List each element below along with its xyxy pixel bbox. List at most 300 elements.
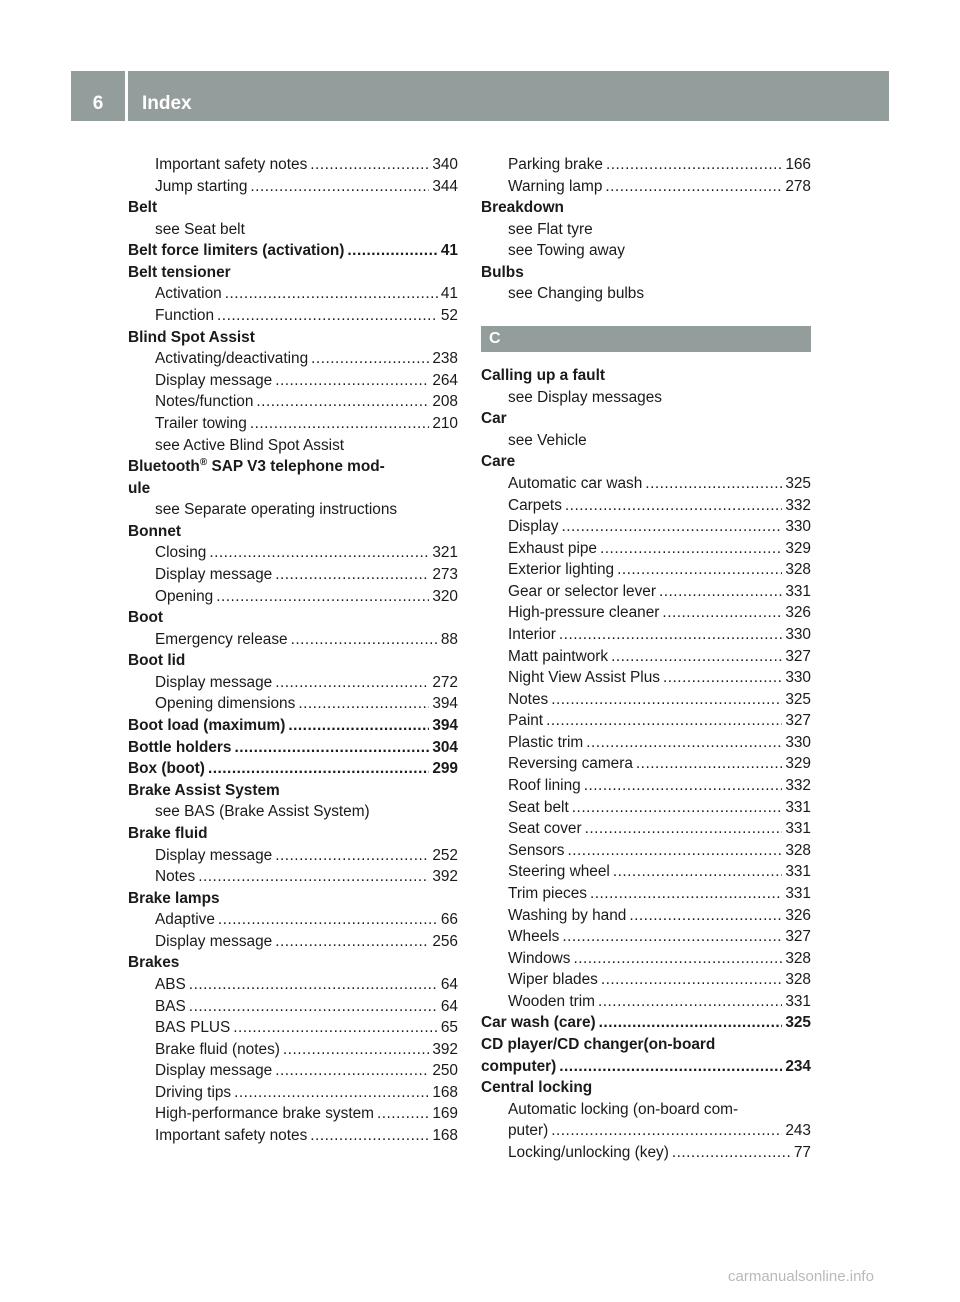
page-ref: 332 <box>785 777 811 795</box>
entry-text-rest: SAP V3 telephone mod- <box>207 458 385 476</box>
index-entry <box>128 240 458 262</box>
leader-dots <box>600 538 782 560</box>
leader-dots <box>209 542 429 564</box>
entry-text: Plastic trim <box>508 733 584 751</box>
index-entry <box>481 408 811 430</box>
entry-text: Boot lid <box>128 652 186 670</box>
entry-text: see Seat belt <box>155 220 245 238</box>
index-subentry <box>128 283 458 305</box>
section-title: Index <box>142 93 192 114</box>
entry-text: Display message <box>155 1062 273 1080</box>
page-ref: 326 <box>785 906 811 924</box>
entry-text: Display message <box>155 673 273 691</box>
index-subentry <box>481 646 811 668</box>
leader-dots <box>562 926 782 948</box>
entry-text: Car wash (care) <box>481 1014 596 1032</box>
leader-dots <box>291 629 438 651</box>
index-subentry <box>128 176 458 198</box>
header-divider <box>125 71 128 121</box>
entry-text: Central locking <box>481 1079 593 1097</box>
index-subentry <box>481 240 811 262</box>
entry-text: Jump starting <box>155 177 248 195</box>
page-ref: 392 <box>432 868 458 886</box>
entry-text: Function <box>155 307 215 325</box>
entry-text: Care <box>481 453 516 471</box>
index-entry <box>128 715 458 737</box>
leader-dots <box>208 758 429 780</box>
leader-dots <box>606 154 782 176</box>
index-subentry <box>481 1142 811 1164</box>
entry-text: Interior <box>508 625 556 643</box>
leader-dots <box>256 391 429 413</box>
index-subentry <box>128 348 458 370</box>
index-subentry <box>128 154 458 176</box>
leader-dots <box>617 559 782 581</box>
index-subentry <box>128 974 458 996</box>
page-ref: 273 <box>432 565 458 583</box>
index-subentry <box>128 1060 458 1082</box>
entry-text: Brake lamps <box>128 889 220 907</box>
entry-text: see Separate operating instructions <box>155 501 398 519</box>
index-subentry <box>128 499 458 521</box>
leader-dots <box>629 905 782 927</box>
index-entry <box>481 1034 811 1056</box>
leader-dots <box>250 413 430 435</box>
page-ref: 252 <box>432 846 458 864</box>
page-ref: 272 <box>432 673 458 691</box>
index-subentry <box>481 430 811 452</box>
page-ref: 66 <box>440 911 458 929</box>
entry-text: Automatic locking (on-board com- <box>508 1100 739 1118</box>
entry-text: Warning lamp <box>508 177 603 195</box>
index-subentry <box>128 435 458 457</box>
index-entry <box>128 521 458 543</box>
entry-text: see Towing away <box>508 242 625 260</box>
leader-dots <box>218 909 438 931</box>
page-ref: 331 <box>785 992 811 1010</box>
page-ref: 331 <box>785 820 811 838</box>
index-subentry <box>128 909 458 931</box>
index-subentry <box>481 710 811 732</box>
index-subentry <box>481 283 811 305</box>
entry-text: Activating/deactivating <box>155 350 309 368</box>
page-ref: 234 <box>785 1057 811 1075</box>
entry-text: Display <box>508 518 559 536</box>
page-ref: 329 <box>785 755 811 773</box>
index-subentry <box>128 629 458 651</box>
page-ref: 327 <box>785 647 811 665</box>
leader-dots <box>189 996 438 1018</box>
leader-dots <box>559 624 782 646</box>
page-ref: 325 <box>785 690 811 708</box>
index-subentry <box>481 991 811 1013</box>
entry-text: Emergency release <box>155 630 288 648</box>
entry-text: Bulbs <box>481 263 524 281</box>
index-subentry <box>481 948 811 970</box>
page-ref: 330 <box>785 669 811 687</box>
index-subentry <box>481 495 811 517</box>
index-subentry <box>481 926 811 948</box>
index-entry <box>128 607 458 629</box>
page-ref: 328 <box>785 971 811 989</box>
page-ref: 330 <box>785 625 811 643</box>
index-subentry <box>128 370 458 392</box>
leader-dots <box>310 154 429 176</box>
index-subentry <box>481 840 811 862</box>
entry-text: Opening dimensions <box>155 695 296 713</box>
entry-text: Seat belt <box>508 798 569 816</box>
index-entry <box>128 952 458 974</box>
entry-text: Trim pieces <box>508 884 587 902</box>
leader-dots <box>275 370 429 392</box>
index-subentry <box>481 818 811 840</box>
leader-dots <box>275 845 429 867</box>
entry-text: Automatic car wash <box>508 474 643 492</box>
page-ref: 326 <box>785 604 811 622</box>
entry-text: BAS PLUS <box>155 1019 231 1037</box>
index-subentry <box>128 219 458 241</box>
index-subentry <box>481 689 811 711</box>
entry-text: BAS <box>155 997 186 1015</box>
entry-text: Brake fluid <box>128 824 208 842</box>
entry-text: Brakes <box>128 954 180 972</box>
entry-text: Belt force limiters (activation) <box>128 242 345 260</box>
leader-dots <box>551 1120 782 1142</box>
entry-text: Notes <box>155 868 196 886</box>
entry-text: Opening <box>155 587 214 605</box>
page-number: 6 <box>92 93 104 114</box>
index-entry <box>481 451 811 473</box>
index-subentry <box>481 516 811 538</box>
entry-text: Display message <box>155 371 273 389</box>
leader-dots <box>288 715 429 737</box>
index-column-left <box>128 154 458 1147</box>
leader-dots <box>275 1060 429 1082</box>
index-subentry <box>128 672 458 694</box>
page-ref: 328 <box>785 841 811 859</box>
leader-dots <box>234 737 429 759</box>
entry-text: Display message <box>155 932 273 950</box>
leader-dots <box>567 840 782 862</box>
entry-text: Breakdown <box>481 199 564 217</box>
leader-dots <box>611 646 782 668</box>
entry-text: CD player/CD changer(on-board <box>481 1035 716 1053</box>
leader-dots <box>590 883 782 905</box>
entry-text: see Vehicle <box>508 431 587 449</box>
page-ref: 41 <box>440 285 458 303</box>
page-ref: 321 <box>432 544 458 562</box>
page-ref: 331 <box>785 798 811 816</box>
page-ref: 264 <box>432 371 458 389</box>
page-ref: 330 <box>785 733 811 751</box>
leader-dots <box>565 495 782 517</box>
entry-text: Brake Assist System <box>128 781 280 799</box>
index-column-right <box>481 154 811 1163</box>
leader-dots <box>573 948 782 970</box>
entry-text: see Active Blind Spot Assist <box>155 436 345 454</box>
leader-dots <box>586 732 782 754</box>
leader-dots <box>584 775 783 797</box>
entry-text: High-pressure cleaner <box>508 604 660 622</box>
entry-text: Brake fluid (notes) <box>155 1040 280 1058</box>
leader-dots <box>559 1056 782 1078</box>
index-entry <box>128 780 458 802</box>
index-entry <box>481 197 811 219</box>
index-subentry <box>481 667 811 689</box>
index-entry <box>128 197 458 219</box>
index-entry <box>128 823 458 845</box>
leader-dots <box>298 693 429 715</box>
leader-dots <box>311 348 429 370</box>
index-subentry <box>481 1099 811 1121</box>
leader-dots <box>645 473 782 495</box>
index-subentry <box>481 219 811 241</box>
index-subentry <box>481 753 811 775</box>
index-subentry <box>128 564 458 586</box>
index-subentry <box>128 1125 458 1147</box>
index-subentry <box>481 581 811 603</box>
index-subentry <box>481 797 811 819</box>
leader-dots <box>605 176 782 198</box>
entry-text: Display message <box>155 565 273 583</box>
index-subentry <box>128 1103 458 1125</box>
page-ref: 327 <box>785 928 811 946</box>
page-ref: 325 <box>785 1014 811 1032</box>
leader-dots <box>234 1082 429 1104</box>
leader-dots <box>613 861 782 883</box>
entry-text: Locking/unlocking (key) <box>508 1143 669 1161</box>
index-subentry <box>481 154 811 176</box>
leader-dots <box>636 753 782 775</box>
index-subentry <box>481 861 811 883</box>
page-ref: 208 <box>432 393 458 411</box>
entry-text: Boot load (maximum) <box>128 717 286 735</box>
entry-text: Wiper blades <box>508 971 598 989</box>
page-ref: 52 <box>440 307 458 325</box>
index-entry <box>481 1056 811 1078</box>
page-ref: 64 <box>440 975 458 993</box>
page-ref: 331 <box>785 863 811 881</box>
index-subentry <box>481 473 811 495</box>
entry-text: Matt paintwork <box>508 647 609 665</box>
leader-dots <box>283 1039 429 1061</box>
entry-text: see Changing bulbs <box>508 285 645 303</box>
entry-text: Activation <box>155 285 222 303</box>
entry-text: Trailer towing <box>155 414 247 432</box>
index-subentry <box>128 801 458 823</box>
index-subentry <box>128 586 458 608</box>
index-entry <box>481 365 811 387</box>
leader-dots <box>599 1012 783 1034</box>
index-subentry <box>128 996 458 1018</box>
index-entry <box>128 758 458 780</box>
leader-dots <box>275 931 429 953</box>
entry-text: computer) <box>481 1057 557 1075</box>
leader-dots <box>551 689 782 711</box>
index-subentry <box>481 602 811 624</box>
leader-dots <box>233 1017 438 1039</box>
page-ref: 243 <box>785 1122 811 1140</box>
index-subentry <box>128 693 458 715</box>
page-ref: 327 <box>785 712 811 730</box>
entry-text: Bottle holders <box>128 738 232 756</box>
entry-text: Closing <box>155 544 207 562</box>
entry-text: Carpets <box>508 496 562 514</box>
entry-text: Sensors <box>508 841 565 859</box>
entry-text: ABS <box>155 975 186 993</box>
leader-dots <box>598 991 782 1013</box>
entry-text: Calling up a fault <box>481 367 605 385</box>
page-ref: 166 <box>785 156 811 173</box>
entry-text: Car <box>481 410 507 428</box>
index-subentry <box>128 845 458 867</box>
page-ref: 64 <box>440 997 458 1015</box>
entry-text: Wooden trim <box>508 992 595 1010</box>
entry-text: Gear or selector lever <box>508 582 656 600</box>
index-entry <box>481 1077 811 1099</box>
entry-text: Boot <box>128 609 164 627</box>
index-subentry <box>481 775 811 797</box>
index-entry <box>128 888 458 910</box>
leader-dots <box>225 283 438 305</box>
leader-dots <box>546 710 782 732</box>
index-entry <box>128 650 458 672</box>
entry-text: Display message <box>155 846 273 864</box>
watermark: carmanualsonline.info <box>728 1268 874 1285</box>
index-subentry <box>128 542 458 564</box>
entry-text: ule <box>128 479 151 497</box>
page-ref: 331 <box>785 884 811 902</box>
index-subentry <box>481 387 811 409</box>
index-subentry <box>481 883 811 905</box>
leader-dots <box>377 1103 429 1125</box>
entry-text: see Flat tyre <box>508 220 593 238</box>
page-header <box>71 71 889 121</box>
leader-dots <box>585 818 783 840</box>
page-ref: 344 <box>432 177 458 195</box>
page-ref: 304 <box>432 738 458 756</box>
entry-text: Notes/function <box>155 393 254 411</box>
entry-text: Exhaust pipe <box>508 539 597 557</box>
entry-text: Box (boot) <box>128 760 205 778</box>
index-subentry <box>128 391 458 413</box>
page-ref: 392 <box>432 1040 458 1058</box>
page-ref: 238 <box>432 350 458 368</box>
leader-dots <box>275 672 429 694</box>
entry-text: High-performance brake system <box>155 1105 374 1123</box>
entry-text: Belt <box>128 199 158 217</box>
page-ref: 340 <box>432 156 458 173</box>
page-ref: 331 <box>785 582 811 600</box>
letter-heading: C <box>481 326 811 352</box>
page-ref: 328 <box>785 561 811 579</box>
page-ref: 41 <box>440 242 458 260</box>
index-subentry <box>128 413 458 435</box>
leader-dots <box>561 516 782 538</box>
entry-text: Washing by hand <box>508 906 627 924</box>
entry-text: see BAS (Brake Assist System) <box>155 803 370 821</box>
leader-dots <box>601 969 782 991</box>
entry-text: Notes <box>508 690 549 708</box>
entry-text: Wheels <box>508 928 560 946</box>
index-entry <box>481 1012 811 1034</box>
index-subentry <box>481 559 811 581</box>
index-subentry <box>481 624 811 646</box>
index-subentry <box>481 176 811 198</box>
index-subentry <box>481 905 811 927</box>
page-ref: 210 <box>432 414 458 432</box>
entry-text: Important safety notes <box>155 156 308 173</box>
entry-text <box>128 458 385 475</box>
index-subentry <box>128 305 458 327</box>
entry-text: Paint <box>508 712 544 730</box>
entry-text: Important safety notes <box>155 1127 308 1145</box>
leader-dots <box>672 1142 791 1164</box>
page-ref: 250 <box>432 1062 458 1080</box>
entry-text: puter) <box>508 1122 549 1140</box>
leader-dots <box>217 305 438 327</box>
index-subentry <box>481 538 811 560</box>
page-ref: 330 <box>785 518 811 536</box>
index-subentry <box>128 866 458 888</box>
page-ref: 65 <box>440 1019 458 1037</box>
page-ref: 169 <box>432 1105 458 1123</box>
leader-dots <box>662 602 782 624</box>
index-subentry <box>128 1017 458 1039</box>
index-subentry <box>128 931 458 953</box>
index-entry <box>481 262 811 284</box>
leader-dots <box>663 667 782 689</box>
index-subentry <box>128 1039 458 1061</box>
entry-text-main: Bluetooth <box>128 458 200 476</box>
leader-dots <box>310 1125 429 1147</box>
page-ref: 77 <box>793 1143 811 1161</box>
page-ref: 329 <box>785 539 811 557</box>
leader-dots <box>572 797 783 819</box>
entry-text: Blind Spot Assist <box>128 328 255 346</box>
entry-text: see Display messages <box>508 388 662 406</box>
index-entry <box>128 262 458 284</box>
page-ref: 328 <box>785 949 811 967</box>
entry-text: Reversing camera <box>508 755 633 773</box>
entry-text: Adaptive <box>155 911 215 929</box>
leader-dots <box>275 564 429 586</box>
entry-text: Roof lining <box>508 777 581 795</box>
registered-mark: ® <box>199 456 208 468</box>
page-ref: 394 <box>432 695 458 713</box>
page-ref: 325 <box>785 474 811 492</box>
page-ref: 256 <box>432 932 458 950</box>
entry-text: Steering wheel <box>508 863 610 881</box>
index-entry <box>128 456 458 478</box>
page-ref: 332 <box>785 496 811 514</box>
entry-text: Seat cover <box>508 820 582 838</box>
leader-dots <box>659 581 782 603</box>
page-ref: 168 <box>432 1127 458 1145</box>
page-ref: 88 <box>440 630 458 648</box>
page-ref: 394 <box>432 717 458 735</box>
page-ref: 168 <box>432 1083 458 1101</box>
index-subentry <box>481 732 811 754</box>
entry-text: Bonnet <box>128 522 182 540</box>
entry-text: Belt tensioner <box>128 263 231 281</box>
index-entry <box>128 737 458 759</box>
page-ref: 320 <box>432 587 458 605</box>
page-ref: 278 <box>785 177 811 195</box>
entry-text: Exterior lighting <box>508 561 615 579</box>
leader-dots <box>198 866 429 888</box>
entry-text: Windows <box>508 949 571 967</box>
